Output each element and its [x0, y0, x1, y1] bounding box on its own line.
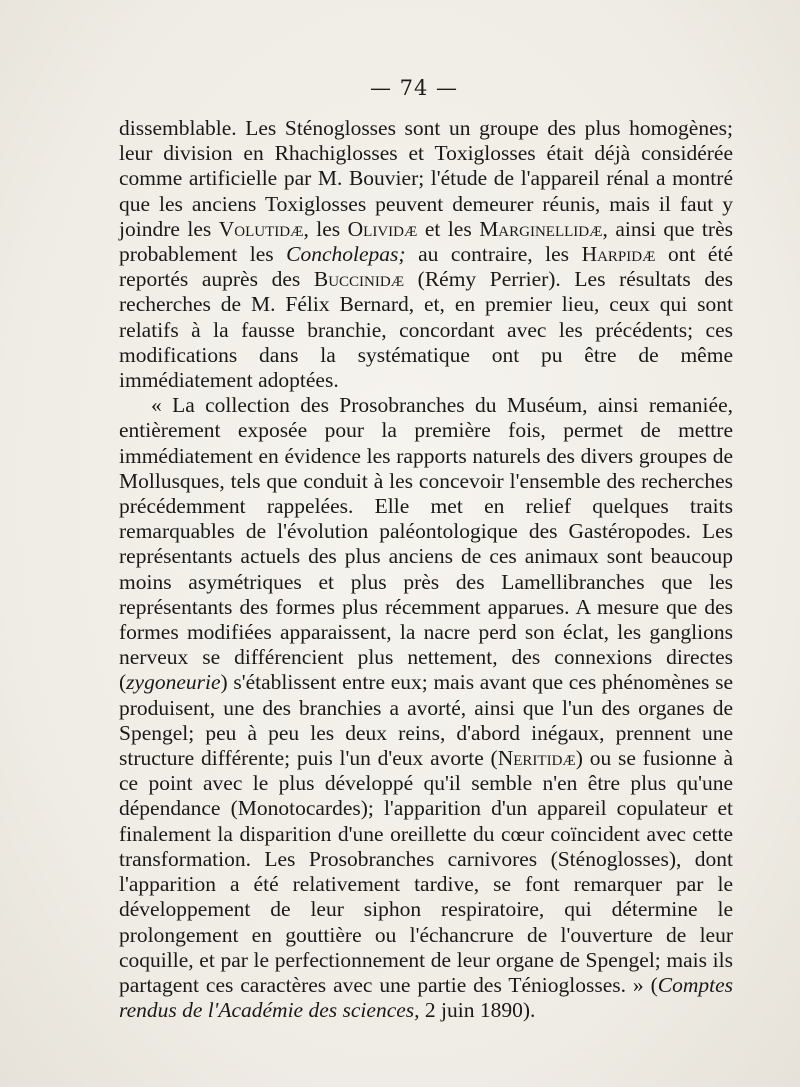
- citation-source: Comptes rendus de l'Académie des sciences,: [119, 972, 733, 1023]
- taxon-volutidae: Volutidæ: [218, 216, 304, 241]
- term-zygoneurie: zygoneurie: [126, 670, 221, 695]
- taxon-harpidae: Harpidæ: [581, 242, 656, 267]
- page-number: — 74 —: [369, 76, 459, 100]
- body-text: [119, 116, 733, 1023]
- taxon-neritidae: Neritidæ: [497, 746, 576, 771]
- taxon-concholepas: Concholepas;: [286, 242, 406, 267]
- taxon-buccinidae: Buccinidæ: [313, 267, 405, 292]
- taxon-olividae: Olividæ: [347, 216, 418, 241]
- taxon-marginellidae: Marginellidæ: [479, 216, 603, 241]
- citation-date: 2 juin 1890).: [419, 998, 536, 1023]
- paragraph-2: « La collection des Prosobranches du Muséum, ainsi remaniée, entièrement exposée pour la première fois, permet de mettre immédiatement en évidence les rapports naturels des divers groupes de Mollusques, tels que conduit à les concevoir l'ensemble des recherches précédemment rappelées. Elle met en relief quelques traits remarquables de l'évolution paléontologique des Gastéropodes. Les représentants actuels des plus anciens de ces animaux sont beaucoup moins asymétriques et plus près des Lamellibranches que les représentants des formes plus récemment apparues. A mesure que des formes modifiées apparaissent, la nacre perd son éclat, les ganglions nerveux se différencient plus nettement, des connexions directes (zygoneurie) s'établissent entre eux; mais avant que ces phénomènes se produisent, une des branchies a avorté, ainsi que l'un des organes de Spengel; peu à peu les deux reins, d'abord inégaux, prennent une structure différente; puis l'un d'eux avorte (Neritidæ) ou se fusionne à ce point avec le plus développé qu'il semble n'en être plus qu'une dépendance (Monotocardes); l'apparition d'un appareil copulateur et finalement la disparition d'une oreillette du cœur coïncident avec cette transformation. Les Prosobranches carnivores (Sténoglosses), dont l'apparition a été relativement tardive, se font remarquer par le développement de leur siphon respiratoire, qui détermine le prolongement en gouttière ou l'échancrure de l'ouverture de leur coquille, et par le perfectionnement de leur organe de Spengel; mais ils partagent ces caractères avec une partie des Ténioglosses. » (Comptes rendus de l'Académie des sciences, 2 juin 1890).: [119, 393, 734, 1023]
- paragraph-1: dissemblable. Les Sténoglosses sont un groupe des plus homogènes; leur division en Rhachiglosses et Toxiglosses était déjà considérée comme artificielle par M. Bouvier; l'étude de l'appareil rénal a montré que les anciens Toxiglosses peuvent demeurer réunis, mais il faut y joindre les Volutidæ, les Olividæ et les Marginellidæ, ainsi que très probablement les Concholepas; au contraire, les Harpidæ ont été reportés auprès des Buccinidæ (Rémy Perrier). Les résultats des recherches de M. Félix Bernard, et, en premier lieu, ceux qui sont relatifs à la fausse branchie, concordant avec les précédents; ces modifications dans la systématique ont pu être de même immédiatement adoptées.: [119, 116, 733, 393]
